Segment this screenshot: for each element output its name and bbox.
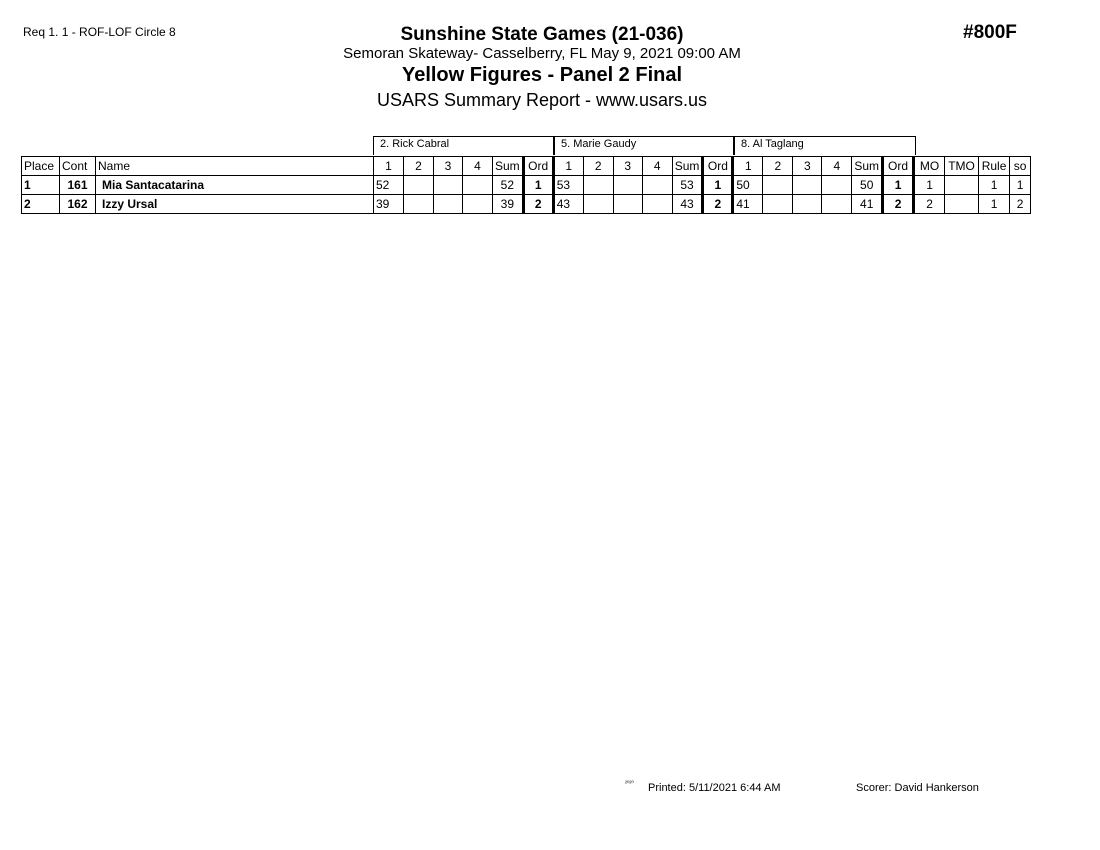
col-rule: Rule (979, 157, 1010, 176)
score-cell: 39 (374, 195, 404, 214)
judge-header-3: 8. Al Taglang (734, 136, 916, 155)
score-cell: 53 (553, 176, 583, 195)
cont-cell: 162 (60, 195, 96, 214)
so-cell: 1 (1010, 176, 1031, 195)
col-j1-ord: Ord (523, 157, 553, 176)
col-j2-sum: Sum (672, 157, 703, 176)
event-title: Yellow Figures - Panel 2 Final (401, 64, 683, 86)
table-row (22, 176, 1031, 195)
score-cell (583, 195, 613, 214)
score-cell: 41 (733, 195, 763, 214)
col-j2-s2: 2 (583, 157, 613, 176)
score-cell (404, 195, 434, 214)
ord-cell: 2 (703, 195, 733, 214)
score-cell (463, 176, 493, 195)
tmo-cell (945, 176, 979, 195)
score-cell (613, 195, 642, 214)
sum-cell: 39 (493, 195, 524, 214)
judge-header-2: 5. Marie Gaudy (554, 136, 734, 155)
score-cell (793, 176, 822, 195)
sum-cell: 50 (852, 176, 883, 195)
cont-cell: 161 (60, 176, 96, 195)
place-cell: 2 (22, 195, 60, 214)
score-cell (463, 195, 493, 214)
col-j1-s2: 2 (404, 157, 434, 176)
rule-cell: 1 (979, 195, 1010, 214)
competition-title: Sunshine State Games (21-036) (400, 24, 684, 45)
col-tmo: TMO (945, 157, 979, 176)
mo-cell: 2 (914, 195, 945, 214)
mo-cell: 1 (914, 176, 945, 195)
name-cell: Izzy Ursal (96, 195, 374, 214)
col-j1-s4: 4 (463, 157, 493, 176)
sum-cell: 41 (852, 195, 883, 214)
sum-cell: 52 (493, 176, 524, 195)
score-cell (434, 195, 463, 214)
ord-cell: 2 (883, 195, 914, 214)
col-cont: Cont (60, 157, 96, 176)
col-place: Place (22, 157, 60, 176)
judge-header-1: 2. Rick Cabral (373, 136, 554, 155)
score-cell (613, 176, 642, 195)
col-j2-s3: 3 (613, 157, 642, 176)
col-mo: MO (914, 157, 945, 176)
score-cell (404, 176, 434, 195)
tmo-cell (945, 195, 979, 214)
score-cell (763, 195, 793, 214)
ord-cell: 1 (883, 176, 914, 195)
col-j3-s4: 4 (822, 157, 852, 176)
event-code: #800F (963, 22, 1017, 43)
scorer-name: Scorer: David Hankerson (856, 782, 979, 794)
col-j3-ord: Ord (883, 157, 914, 176)
col-j2-s1: 1 (553, 157, 583, 176)
report-title: USARS Summary Report - www.usars.us (376, 90, 708, 110)
col-j2-ord: Ord (703, 157, 733, 176)
score-cell (642, 195, 672, 214)
col-j3-s3: 3 (793, 157, 822, 176)
score-cell: 50 (733, 176, 763, 195)
col-j1-s3: 3 (434, 157, 463, 176)
name-cell: Mia Santacatarina (96, 176, 374, 195)
col-j3-sum: Sum (852, 157, 883, 176)
place-cell: 1 (22, 176, 60, 195)
table-row (22, 195, 1031, 214)
score-cell (583, 176, 613, 195)
col-j3-s1: 1 (733, 157, 763, 176)
results-table (21, 156, 1031, 214)
score-cell: 43 (553, 195, 583, 214)
score-cell (822, 195, 852, 214)
score-cell: 52 (374, 176, 404, 195)
so-cell: 2 (1010, 195, 1031, 214)
requirement-label: Req 1. 1 - ROF-LOF Circle 8 (23, 25, 176, 39)
score-cell (763, 176, 793, 195)
sum-cell: 53 (672, 176, 703, 195)
venue-date: Semoran Skateway- Casselberry, FL May 9, 2021 09:00 AM (343, 45, 741, 62)
col-j1-sum: Sum (493, 157, 524, 176)
score-cell (434, 176, 463, 195)
col-name: Name (96, 157, 374, 176)
ord-cell: 1 (703, 176, 733, 195)
ord-cell: 2 (523, 195, 553, 214)
sum-cell: 43 (672, 195, 703, 214)
score-cell (793, 195, 822, 214)
column-header-row (22, 157, 1031, 176)
score-cell (822, 176, 852, 195)
col-j1-s1: 1 (374, 157, 404, 176)
col-j2-s4: 4 (642, 157, 672, 176)
footer-mark: ²⁰²⁰ (625, 781, 634, 787)
score-cell (642, 176, 672, 195)
rule-cell: 1 (979, 176, 1010, 195)
col-so: so (1010, 157, 1031, 176)
col-j3-s2: 2 (763, 157, 793, 176)
ord-cell: 1 (523, 176, 553, 195)
printed-timestamp: Printed: 5/11/2021 6:44 AM (648, 782, 781, 794)
